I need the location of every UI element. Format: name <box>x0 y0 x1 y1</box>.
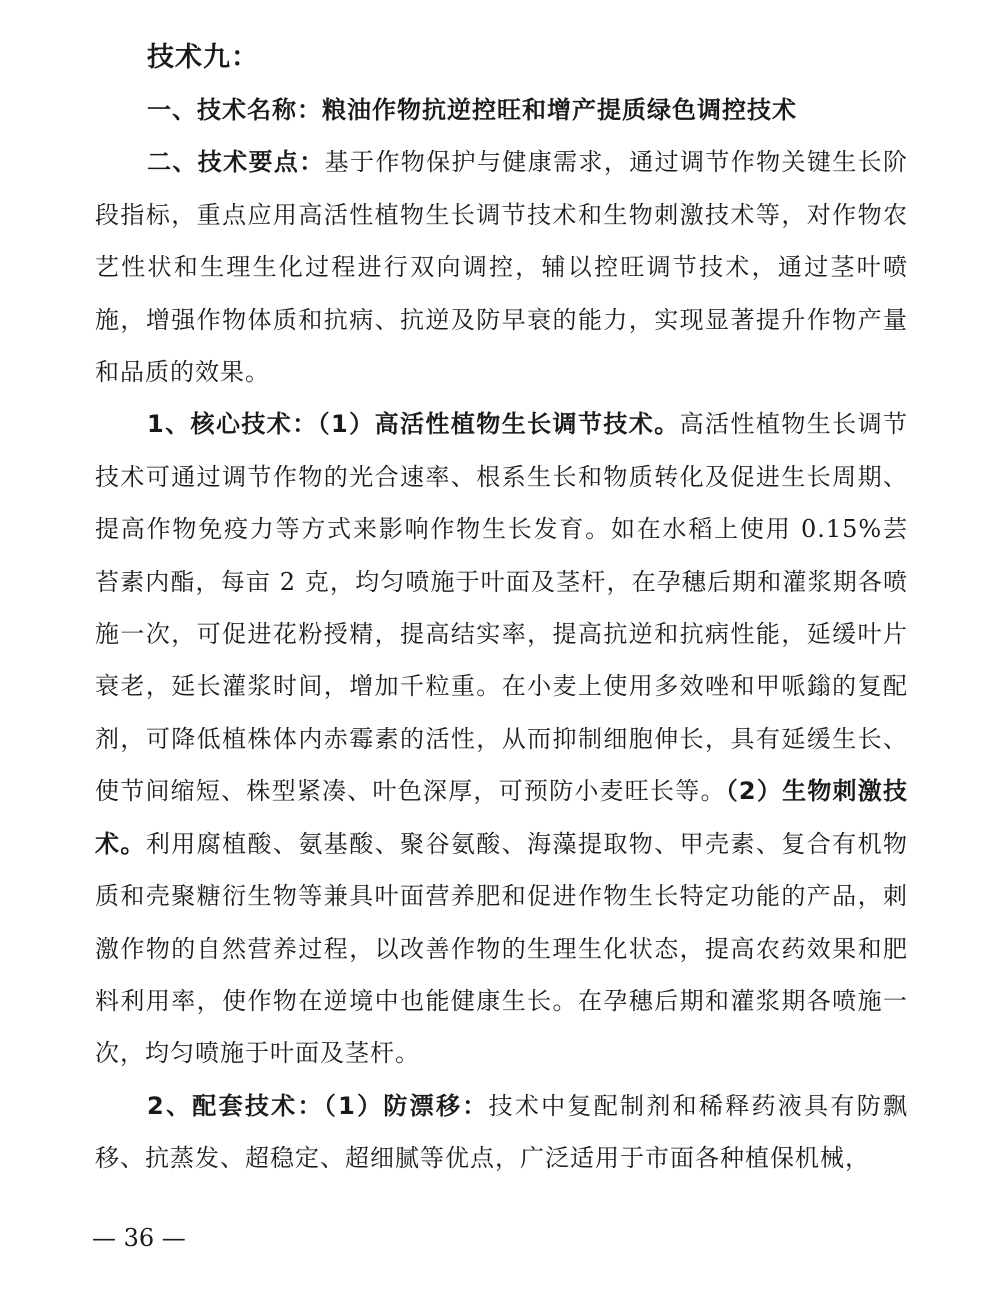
tech-name-label: 一、技术名称： <box>147 96 322 124</box>
support-tech-label: 2、配套技术：（1）防漂移： <box>147 1091 489 1120</box>
tech-name-value: 粮油作物抗逆控旺和增产提质绿色调控技术 <box>322 96 797 124</box>
bio-tech-text: 利用腐植酸、氨基酸、聚谷氨酸、海藻提取物、甲壳素、复合有机物质和壳聚糖衍生物等兼具叶面营养肥和促进作物生长特定功能的产品，刺激作物的自然营养过程，以改善作物的生理生化状态，提高农药效果和肥料利用率，使作物在逆境中也能健康生长。在孕穗后期和灌浆期各喷施一次，均匀喷施于叶面及茎杆。 <box>95 829 909 1068</box>
core-tech-paragraph <box>95 398 908 1079</box>
core-tech-text: 高活性植物生长调节技术可通过调节作物的光合速率、根系生长和物质转化及促进生长周期、提高作物免疫力等方式来影响作物生长发育。如在水稻上使用 0.15%芸苔素内酯，每亩 2 克，均匀喷施于叶面及茎杆，在孕穗后期和灌浆期各喷施一次，可促进花粉授精，提高结实率，提高抗逆和抗病性能，延缓叶片衰老，延长灌浆时间，增加千粒重。在小麦上使用多效唑和甲哌鎓的复配剂，可降低植株体内赤霉素的活性，从而抑制细胞伸长，具有延缓生长、使节间缩短、株型紧凑、叶色深厚，可预防小麦旺长等。 <box>95 410 908 806</box>
tech-points-paragraph <box>95 136 908 398</box>
tech-points-text: 基于作物保护与健康需求，通过调节作物关键生长阶段指标，重点应用高活性植物生长调节技术和生物刺激技术等，对作物农艺性状和生理生化过程进行双向调控，辅以控旺调节技术，通过茎叶喷施，增强作物体质和抗病、抗逆及防早衰的能力，实现显著提升作物产量和品质的效果。 <box>95 148 908 387</box>
support-tech-text: 技术中复配制剂和稀释药液具有防飘移、抗蒸发、超稳定、超细腻等优点，广泛适用于市面各种植保机械， <box>95 1091 908 1173</box>
section-heading: 技术九： <box>147 42 259 73</box>
bio-tech-label: （2）生物刺激技术。 <box>95 777 908 858</box>
tech-points-label: 二、技术要点： <box>147 148 325 177</box>
tech-name-paragraph <box>95 84 908 136</box>
page-number: — 36 — <box>92 1224 186 1252</box>
core-tech-label: 1、核心技术：（1）高活性植物生长调节技术。 <box>147 410 680 439</box>
support-tech-paragraph <box>95 1080 908 1185</box>
document-body <box>95 84 908 1185</box>
